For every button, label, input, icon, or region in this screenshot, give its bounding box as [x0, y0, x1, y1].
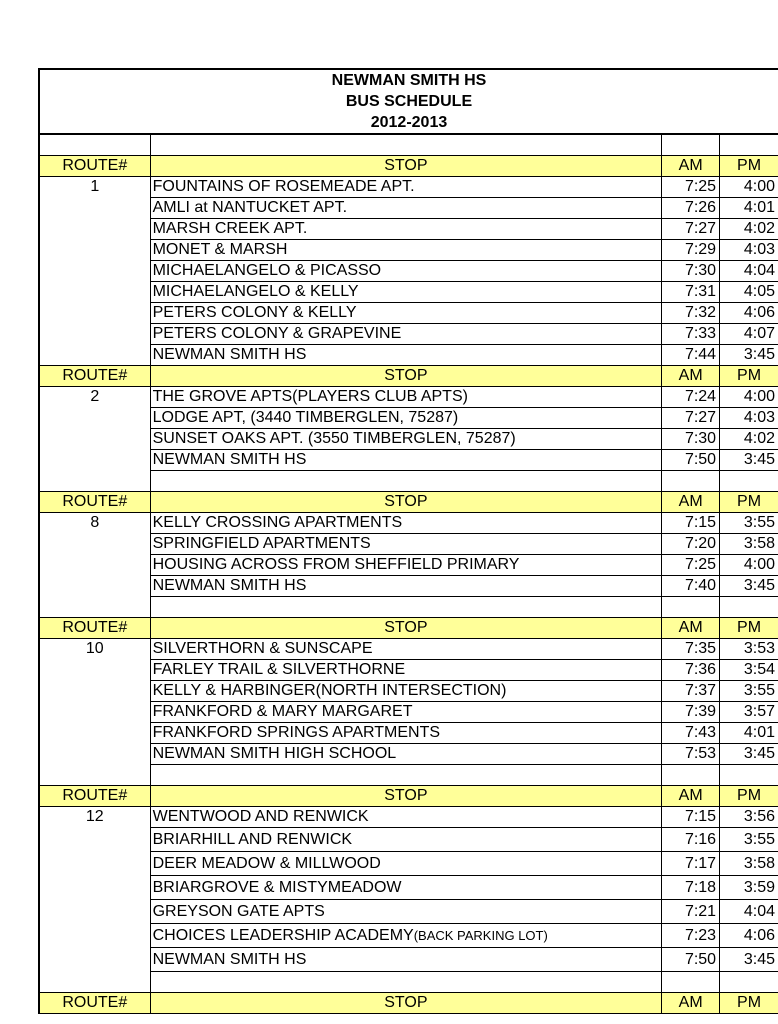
stop-name-cell	[150, 876, 662, 900]
route-number-cell	[39, 303, 150, 324]
pm-column-header: PM	[720, 492, 778, 513]
am-time-cell: 7:29	[662, 240, 720, 261]
bus-schedule-sheet	[38, 68, 778, 1014]
column-header-row	[39, 492, 778, 513]
pm-time-cell: 3:53	[720, 639, 778, 660]
pm-time-cell: 4:06	[720, 303, 778, 324]
route-number-cell	[39, 723, 150, 744]
stop-row	[39, 240, 778, 261]
route-number-cell	[39, 852, 150, 876]
stop-row	[39, 324, 778, 345]
stop-row	[39, 534, 778, 555]
spacer-cell	[39, 471, 150, 492]
stop-name-cell	[150, 345, 662, 366]
pm-time-cell: 3:45	[720, 345, 778, 366]
stop-name: BRIARGROVE & MISTYMEADOW	[152, 879, 402, 896]
am-time-cell: 7:32	[662, 303, 720, 324]
stop-row	[39, 702, 778, 723]
pm-time-cell: 4:06	[720, 924, 778, 948]
stop-name-cell	[150, 924, 662, 948]
am-time-cell: 7:18	[662, 876, 720, 900]
spacer-cell	[662, 135, 720, 156]
column-header-row	[39, 366, 778, 387]
spacer-cell	[662, 597, 720, 618]
spacer-row	[39, 972, 778, 993]
pm-time-cell: 4:02	[720, 429, 778, 450]
spacer-cell	[150, 471, 662, 492]
pm-time-cell: 4:03	[720, 240, 778, 261]
spacer-cell	[39, 597, 150, 618]
stop-row	[39, 660, 778, 681]
pm-time-cell: 3:45	[720, 744, 778, 765]
stop-name: SPRINGFIELD APARTMENTS	[152, 535, 371, 552]
stop-row	[39, 219, 778, 240]
stop-row	[39, 924, 778, 948]
stop-name: SILVERTHORN & SUNSCAPE	[152, 640, 373, 657]
route-number-cell	[39, 261, 150, 282]
stop-name-cell	[150, 576, 662, 597]
pm-column-header: PM	[720, 618, 778, 639]
am-time-cell: 7:40	[662, 576, 720, 597]
stop-name-cell	[150, 261, 662, 282]
pm-time-cell: 3:55	[720, 828, 778, 852]
am-time-cell: 7:27	[662, 219, 720, 240]
am-time-cell: 7:30	[662, 429, 720, 450]
pm-time-cell: 3:45	[720, 450, 778, 471]
route-number-cell	[39, 240, 150, 261]
am-time-cell: 7:27	[662, 408, 720, 429]
am-column-header: AM	[662, 786, 720, 807]
am-time-cell: 7:17	[662, 852, 720, 876]
route-number-cell	[39, 555, 150, 576]
am-column-header: AM	[662, 156, 720, 177]
spacer-cell	[150, 765, 662, 786]
route-number-cell	[39, 408, 150, 429]
am-time-cell: 7:35	[662, 639, 720, 660]
stop-name: GREYSON GATE APTS	[152, 903, 325, 920]
stop-row	[39, 555, 778, 576]
spacer-cell	[150, 597, 662, 618]
schedule-title: BUS SCHEDULE	[38, 91, 778, 112]
stop-row	[39, 345, 778, 366]
stop-name-cell	[150, 639, 662, 660]
am-time-cell: 7:16	[662, 828, 720, 852]
route-number-cell	[39, 924, 150, 948]
pm-time-cell: 3:54	[720, 660, 778, 681]
stop-name-cell	[150, 702, 662, 723]
spacer-cell	[662, 972, 720, 993]
stop-name-cell	[150, 450, 662, 471]
pm-time-cell: 3:55	[720, 513, 778, 534]
stop-name-cell	[150, 282, 662, 303]
stop-row	[39, 948, 778, 972]
stop-name: NEWMAN SMITH HS	[152, 451, 307, 468]
pm-column-header: PM	[720, 156, 778, 177]
pm-time-cell: 4:04	[720, 900, 778, 924]
stop-name: FARLEY TRAIL & SILVERTHORNE	[152, 661, 406, 678]
stop-name: NEWMAN SMITH HS	[152, 577, 307, 594]
stop-note: (BACK PARKING LOT)	[413, 928, 548, 943]
route-number-cell	[39, 429, 150, 450]
column-header-row	[39, 993, 778, 1014]
pm-time-cell: 4:01	[720, 198, 778, 219]
pm-time-cell: 4:00	[720, 177, 778, 198]
stop-name: NEWMAN SMITH HS	[152, 951, 307, 968]
route-number-cell	[39, 660, 150, 681]
am-time-cell: 7:21	[662, 900, 720, 924]
stop-name-cell	[150, 723, 662, 744]
stop-name-cell	[150, 408, 662, 429]
pm-time-cell: 4:00	[720, 555, 778, 576]
route-column-header: ROUTE#	[39, 618, 150, 639]
stop-name-cell	[150, 198, 662, 219]
stop-name-cell	[150, 513, 662, 534]
am-time-cell: 7:33	[662, 324, 720, 345]
stop-name: WENTWOOD AND RENWICK	[152, 808, 369, 825]
stop-row	[39, 513, 778, 534]
route-number-cell	[39, 219, 150, 240]
am-time-cell: 7:36	[662, 660, 720, 681]
route-number-cell	[39, 900, 150, 924]
route-number-cell	[39, 198, 150, 219]
stop-name: KELLY CROSSING APARTMENTS	[152, 514, 403, 531]
stop-name-cell	[150, 177, 662, 198]
am-time-cell: 7:24	[662, 387, 720, 408]
stop-column-header: STOP	[150, 156, 662, 177]
schedule-table	[38, 135, 778, 1014]
route-number-cell	[39, 345, 150, 366]
stop-row	[39, 723, 778, 744]
stop-name: FOUNTAINS OF ROSEMEADE APT.	[152, 178, 415, 195]
route-number-cell	[39, 450, 150, 471]
column-header-row	[39, 618, 778, 639]
stop-name: KELLY & HARBINGER(NORTH INTERSECTION)	[152, 682, 507, 699]
pm-time-cell: 3:57	[720, 702, 778, 723]
stop-name: MICHAELANGELO & PICASSO	[152, 262, 382, 279]
stop-row	[39, 744, 778, 765]
pm-column-header: PM	[720, 993, 778, 1014]
stop-column-header: STOP	[150, 492, 662, 513]
route-column-header: ROUTE#	[39, 786, 150, 807]
route-column-header: ROUTE#	[39, 366, 150, 387]
stop-row	[39, 387, 778, 408]
stop-column-header: STOP	[150, 366, 662, 387]
stop-row	[39, 429, 778, 450]
stop-row	[39, 303, 778, 324]
pm-time-cell: 4:02	[720, 219, 778, 240]
route-number-cell	[39, 282, 150, 303]
am-time-cell: 7:44	[662, 345, 720, 366]
stop-name-cell	[150, 429, 662, 450]
am-time-cell: 7:50	[662, 450, 720, 471]
stop-row	[39, 900, 778, 924]
spacer-cell	[662, 471, 720, 492]
spacer-row	[39, 135, 778, 156]
school-title: NEWMAN SMITH HS	[38, 68, 778, 91]
spacer-cell	[39, 135, 150, 156]
am-time-cell: 7:26	[662, 198, 720, 219]
route-number-cell	[39, 702, 150, 723]
stop-name: HOUSING ACROSS FROM SHEFFIELD PRIMARY	[152, 556, 520, 573]
route-column-header: ROUTE#	[39, 993, 150, 1014]
route-number-cell	[39, 576, 150, 597]
pm-time-cell: 3:58	[720, 852, 778, 876]
spacer-row	[39, 471, 778, 492]
school-year: 2012-2013	[38, 112, 778, 135]
spacer-cell	[720, 471, 778, 492]
am-column-header: AM	[662, 618, 720, 639]
stop-name-cell	[150, 900, 662, 924]
pm-time-cell: 4:00	[720, 387, 778, 408]
stop-name: MICHAELANGELO & KELLY	[152, 283, 359, 300]
stop-name-cell	[150, 324, 662, 345]
stop-name-cell	[150, 681, 662, 702]
stop-row	[39, 876, 778, 900]
column-header-row	[39, 786, 778, 807]
route-number-cell	[39, 828, 150, 852]
am-time-cell: 7:15	[662, 807, 720, 828]
route-number-cell: 10	[39, 639, 150, 660]
stop-name-cell	[150, 852, 662, 876]
stop-name-cell	[150, 534, 662, 555]
route-column-header: ROUTE#	[39, 156, 150, 177]
stop-row	[39, 198, 778, 219]
spacer-cell	[662, 765, 720, 786]
route-number-cell: 1	[39, 177, 150, 198]
stop-name: MONET & MARSH	[152, 241, 288, 258]
am-time-cell: 7:39	[662, 702, 720, 723]
stop-name: NEWMAN SMITH HS	[152, 346, 307, 363]
am-time-cell: 7:31	[662, 282, 720, 303]
route-number-cell	[39, 876, 150, 900]
pm-time-cell: 4:03	[720, 408, 778, 429]
am-time-cell: 7:15	[662, 513, 720, 534]
stop-name-cell	[150, 240, 662, 261]
stop-name-cell	[150, 387, 662, 408]
stop-name-cell	[150, 744, 662, 765]
spacer-cell	[39, 765, 150, 786]
spacer-row	[39, 597, 778, 618]
pm-time-cell: 4:01	[720, 723, 778, 744]
spacer-cell	[720, 597, 778, 618]
pm-time-cell: 3:45	[720, 948, 778, 972]
stop-name-cell	[150, 555, 662, 576]
stop-name: DEER MEADOW & MILLWOOD	[152, 855, 381, 872]
am-time-cell: 7:23	[662, 924, 720, 948]
stop-name: FRANKFORD & MARY MARGARET	[152, 703, 413, 720]
pm-time-cell: 3:55	[720, 681, 778, 702]
pm-time-cell: 4:05	[720, 282, 778, 303]
stop-row	[39, 807, 778, 828]
am-column-header: AM	[662, 993, 720, 1014]
stop-row	[39, 828, 778, 852]
stop-name: NEWMAN SMITH HIGH SCHOOL	[152, 745, 397, 762]
am-column-header: AM	[662, 492, 720, 513]
stop-name-cell	[150, 219, 662, 240]
stop-name: THE GROVE APTS(PLAYERS CLUB APTS)	[152, 388, 468, 405]
am-time-cell: 7:50	[662, 948, 720, 972]
stop-name-cell	[150, 828, 662, 852]
pm-time-cell: 3:56	[720, 807, 778, 828]
pm-time-cell: 3:58	[720, 534, 778, 555]
stop-row	[39, 576, 778, 597]
route-column-header: ROUTE#	[39, 492, 150, 513]
stop-name: CHOICES LEADERSHIP ACADEMY	[152, 927, 414, 944]
route-number-cell	[39, 681, 150, 702]
spacer-cell	[150, 135, 662, 156]
pm-column-header: PM	[720, 786, 778, 807]
pm-time-cell: 3:59	[720, 876, 778, 900]
stop-row	[39, 852, 778, 876]
am-column-header: AM	[662, 366, 720, 387]
am-time-cell: 7:37	[662, 681, 720, 702]
column-header-row	[39, 156, 778, 177]
pm-time-cell: 4:07	[720, 324, 778, 345]
stop-name: PETERS COLONY & GRAPEVINE	[152, 325, 402, 342]
am-time-cell: 7:25	[662, 555, 720, 576]
am-time-cell: 7:43	[662, 723, 720, 744]
stop-row	[39, 681, 778, 702]
route-number-cell	[39, 534, 150, 555]
stop-name: FRANKFORD SPRINGS APARTMENTS	[152, 724, 441, 741]
am-time-cell: 7:20	[662, 534, 720, 555]
stop-row	[39, 450, 778, 471]
spacer-cell	[150, 972, 662, 993]
stop-row	[39, 177, 778, 198]
route-number-cell: 8	[39, 513, 150, 534]
stop-name-cell	[150, 660, 662, 681]
route-number-cell	[39, 948, 150, 972]
stop-name: LODGE APT, (3440 TIMBERGLEN, 75287)	[152, 409, 459, 426]
stop-row	[39, 639, 778, 660]
stop-name-cell	[150, 303, 662, 324]
pm-time-cell: 4:04	[720, 261, 778, 282]
stop-row	[39, 408, 778, 429]
stop-name: PETERS COLONY & KELLY	[152, 304, 357, 321]
stop-name-cell	[150, 948, 662, 972]
stop-name: MARSH CREEK APT.	[152, 220, 308, 237]
stop-row	[39, 282, 778, 303]
stop-column-header: STOP	[150, 786, 662, 807]
stop-column-header: STOP	[150, 618, 662, 639]
spacer-cell	[720, 972, 778, 993]
route-number-cell	[39, 744, 150, 765]
stop-column-header: STOP	[150, 993, 662, 1014]
stop-name-cell	[150, 807, 662, 828]
stop-row	[39, 261, 778, 282]
route-number-cell: 2	[39, 387, 150, 408]
am-time-cell: 7:25	[662, 177, 720, 198]
pm-column-header: PM	[720, 366, 778, 387]
pm-time-cell: 3:45	[720, 576, 778, 597]
spacer-row	[39, 765, 778, 786]
am-time-cell: 7:30	[662, 261, 720, 282]
spacer-cell	[720, 765, 778, 786]
stop-name: SUNSET OAKS APT. (3550 TIMBERGLEN, 75287)	[152, 430, 516, 447]
stop-name: BRIARHILL AND RENWICK	[152, 831, 353, 848]
am-time-cell: 7:53	[662, 744, 720, 765]
spacer-cell	[720, 135, 778, 156]
route-number-cell: 12	[39, 807, 150, 828]
route-number-cell	[39, 324, 150, 345]
stop-name: AMLI at NANTUCKET APT.	[152, 199, 348, 216]
spacer-cell	[39, 972, 150, 993]
